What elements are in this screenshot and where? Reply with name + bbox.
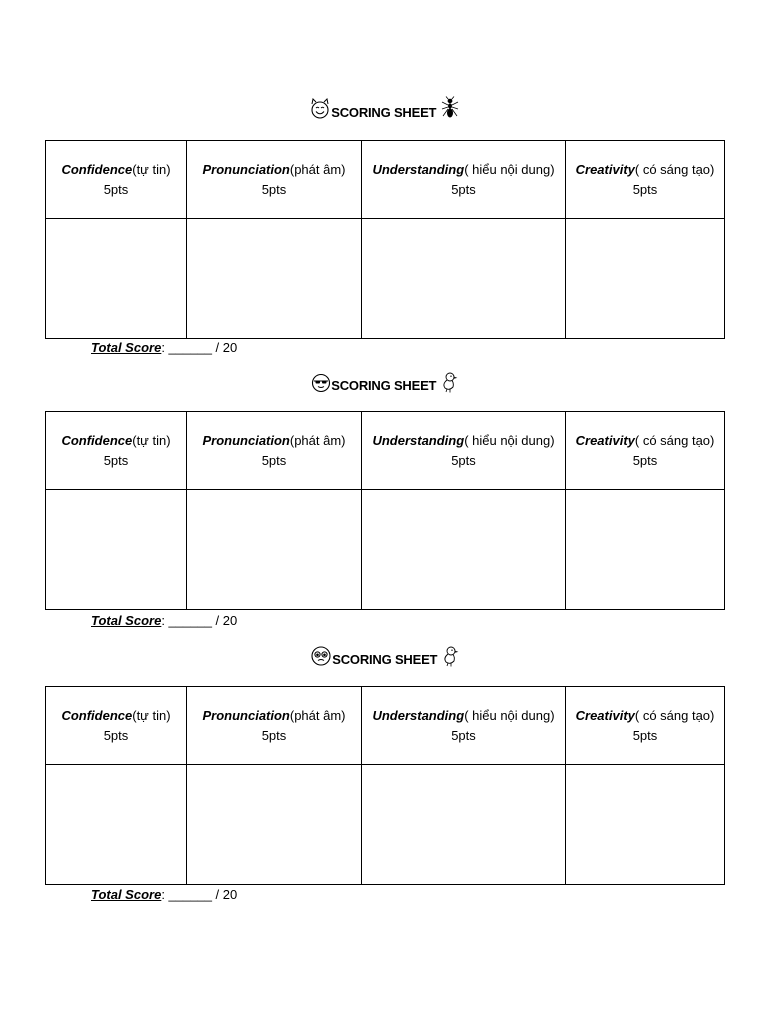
criterion-confidence: Confidence(tự tin) 5pts [46,141,187,219]
total-score-line [91,887,237,902]
criterion-creativity: Creativity( có sáng tạo) 5pts [566,412,725,490]
criterion-understanding: Understanding( hiểu nội dung) 5pts [362,687,566,765]
sheet-title-text: SCORING SHEET [331,378,437,393]
score-cell-creativity[interactable] [566,765,725,885]
total-score-blank: : ______ / 20 [161,887,238,902]
criterion-confidence: Confidence(tự tin) 5pts [46,687,187,765]
score-cell-pronunciation[interactable] [187,219,362,339]
total-score-label: Total Score [91,887,162,902]
criterion-pronunciation: Pronunciation(phát âm) 5pts [187,141,362,219]
smiling-devil-face-icon [309,98,331,120]
sheet-title [45,96,724,120]
criterion-pronunciation: Pronunciation(phát âm) 5pts [187,687,362,765]
score-cell-creativity[interactable] [566,490,725,610]
sheet-title [45,371,724,393]
criterion-creativity: Creativity( có sáng tạo) 5pts [566,141,725,219]
pleading-face-icon [310,645,332,667]
scoring-table [45,686,725,885]
total-score-line [91,340,237,355]
scoring-table [45,411,725,610]
scoring-table [45,140,725,339]
score-cell-creativity[interactable] [566,219,725,339]
total-score-label: Total Score [91,340,162,355]
chick-icon [440,371,458,393]
criterion-confidence: Confidence(tự tin) 5pts [46,412,187,490]
score-cell-confidence[interactable] [46,219,187,339]
score-cell-understanding[interactable] [362,765,566,885]
sunglasses-face-icon [311,373,331,393]
score-cell-pronunciation[interactable] [187,490,362,610]
score-cell-understanding[interactable] [362,490,566,610]
criterion-understanding: Understanding( hiểu nội dung) 5pts [362,412,566,490]
criterion-understanding: Understanding( hiểu nội dung) 5pts [362,141,566,219]
total-score-blank: : ______ / 20 [161,340,238,355]
sheet-title-text: SCORING SHEET [332,652,438,667]
chick-icon [441,645,459,667]
total-score-label: Total Score [91,613,162,628]
score-cell-confidence[interactable] [46,490,187,610]
sheet-title [45,645,724,667]
sheet-title-text: SCORING SHEET [331,105,437,120]
ant-icon [440,96,460,120]
criterion-creativity: Creativity( có sáng tạo) 5pts [566,687,725,765]
total-score-line [91,613,237,628]
score-cell-understanding[interactable] [362,219,566,339]
total-score-blank: : ______ / 20 [161,613,238,628]
score-cell-confidence[interactable] [46,765,187,885]
score-cell-pronunciation[interactable] [187,765,362,885]
criterion-pronunciation: Pronunciation(phát âm) 5pts [187,412,362,490]
